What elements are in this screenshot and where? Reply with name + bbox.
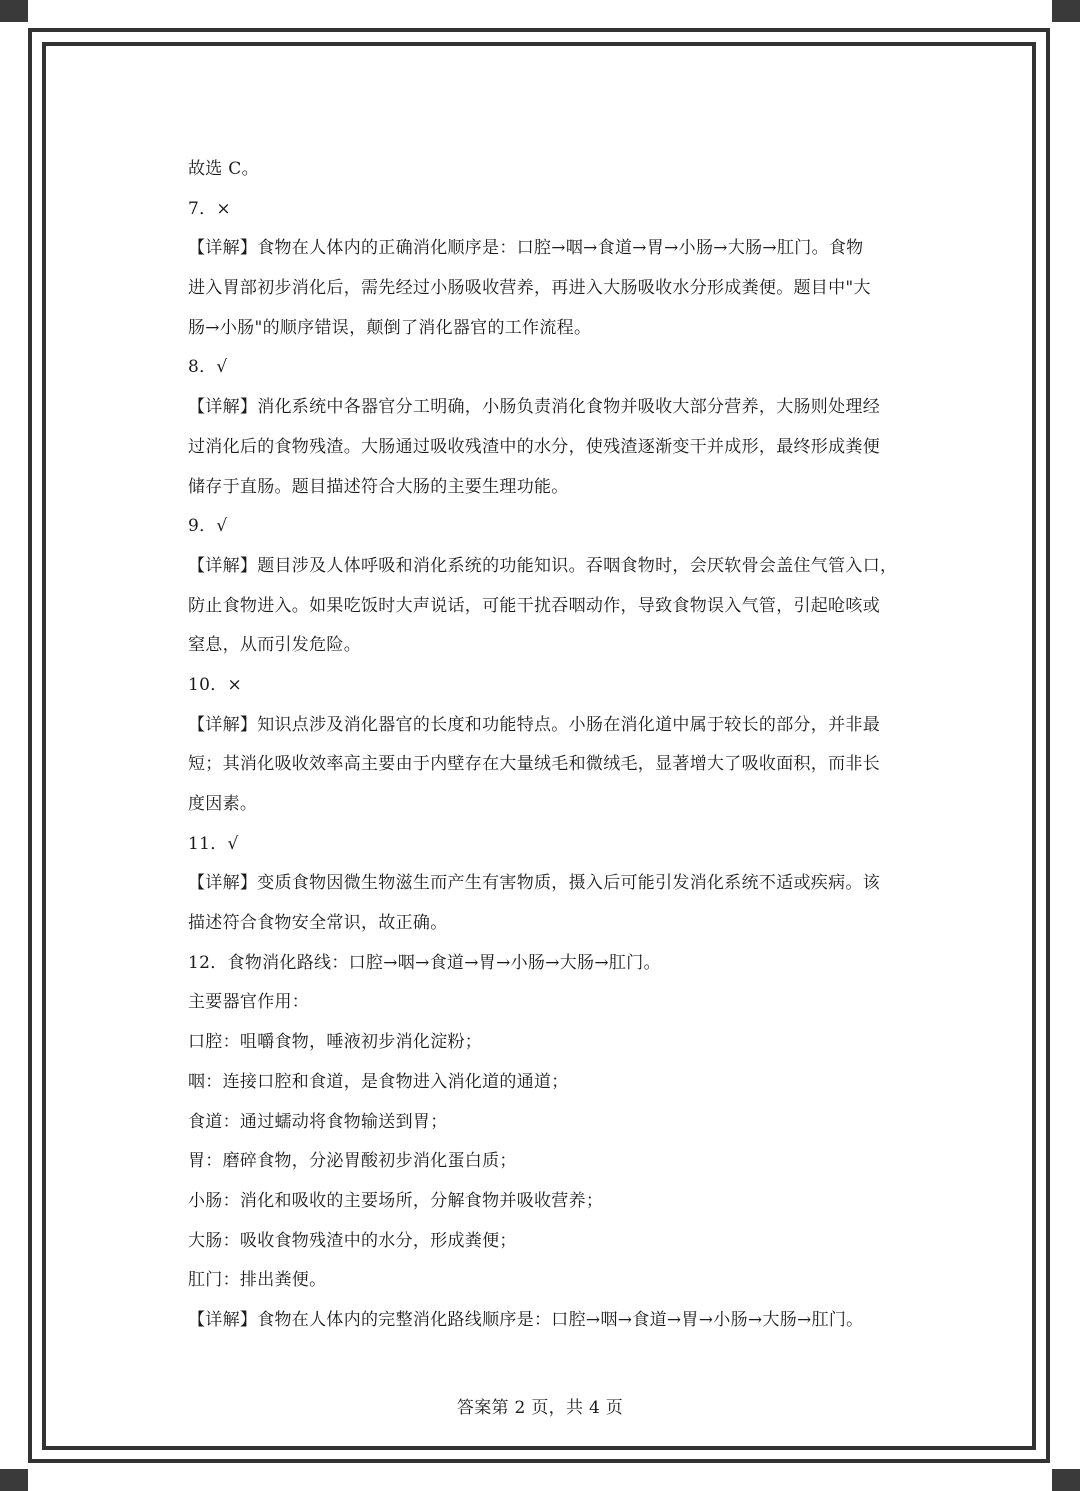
text-line: 度因素。	[188, 794, 258, 814]
text-line: 胃：磨碎食物，分泌胃酸初步消化蛋白质；	[188, 1151, 517, 1172]
text-line: 储存于直肠。题目描述符合大肠的主要生理功能。	[188, 476, 569, 497]
answer-number: 7．×	[188, 198, 231, 219]
text-line: 大肠：吸收食物残渣中的水分，形成粪便；	[188, 1230, 517, 1251]
text-line: 故选 C。	[188, 159, 259, 179]
text-line: 肛门：排出粪便。	[188, 1270, 327, 1291]
answer-number: 11．√	[188, 833, 239, 854]
text-line: 【详解】消化系统中各器官分工明确，小肠负责消化食物并吸收大部分营养，大肠则处理经	[188, 397, 880, 418]
text-line: 进入胃部初步消化后，需先经过小肠吸收营养，再进入大肠吸收水分形成粪便。题目中"大	[188, 278, 871, 299]
answer-number: 8．√	[188, 357, 228, 378]
text-line: 【详解】题目涉及人体呼吸和消化系统的功能知识。吞咽食物时，会厌软骨会盖住气管入口，	[188, 555, 898, 576]
corner-mark-top-right	[1052, 0, 1080, 22]
text-line: 口腔：咀嚼食物，唾液初步消化淀粉；	[188, 1032, 483, 1053]
text-line: 防止食物进入。如果吃饭时大声说话，可能干扰吞咽动作，导致食物误入气管，引起呛咳或	[188, 595, 880, 616]
answer-number: 9．√	[188, 516, 228, 537]
text-line: 过消化后的食物残渣。大肠通过吸收残渣中的水分，使残渣逐渐变干并成形，最终形成粪便	[188, 436, 880, 457]
answer-text	[188, 150, 908, 1341]
text-line: 咽：连接口腔和食道，是食物进入消化道的通道；	[188, 1071, 569, 1092]
text-line: 肠→小肠"的顺序错误，颠倒了消化器官的工作流程。	[188, 317, 592, 338]
text-line: 12．食物消化路线：口腔→咽→食道→胃→小肠→大肠→肛门。	[188, 952, 661, 973]
page-footer: 答案第 2 页，共 4 页	[456, 1398, 624, 1418]
corner-mark-top-left	[0, 0, 28, 22]
text-line: 【详解】食物在人体内的完整消化路线顺序是：口腔→咽→食道→胃→小肠→大肠→肛门。	[188, 1309, 864, 1330]
text-line: 【详解】知识点涉及消化器官的长度和功能特点。小肠在消化道中属于较长的部分，并非最	[188, 714, 880, 735]
corner-mark-bottom-right	[1052, 1469, 1080, 1491]
text-line: 【详解】变质食物因微生物滋生而产生有害物质，摄入后可能引发消化系统不适或疾病。该	[188, 873, 880, 894]
text-line: 短；其消化吸收效率高主要由于内壁存在大量绒毛和微绒毛，显著增大了吸收面积，而非长	[188, 754, 880, 775]
answer-number: 10．×	[188, 674, 243, 695]
text-line: 窒息，从而引发危险。	[188, 635, 361, 656]
text-line: 食道：通过蠕动将食物输送到胃；	[188, 1111, 448, 1132]
text-line: 主要器官作用：	[188, 992, 310, 1013]
text-line: 小肠：消化和吸收的主要场所，分解食物并吸收营养；	[188, 1190, 604, 1211]
text-line: 描述符合食物安全常识，故正确。	[188, 913, 448, 934]
corner-mark-bottom-left	[0, 1469, 28, 1491]
text-line: 【详解】食物在人体内的正确消化顺序是：口腔→咽→食道→胃→小肠→大肠→肛门。食物	[188, 238, 864, 259]
